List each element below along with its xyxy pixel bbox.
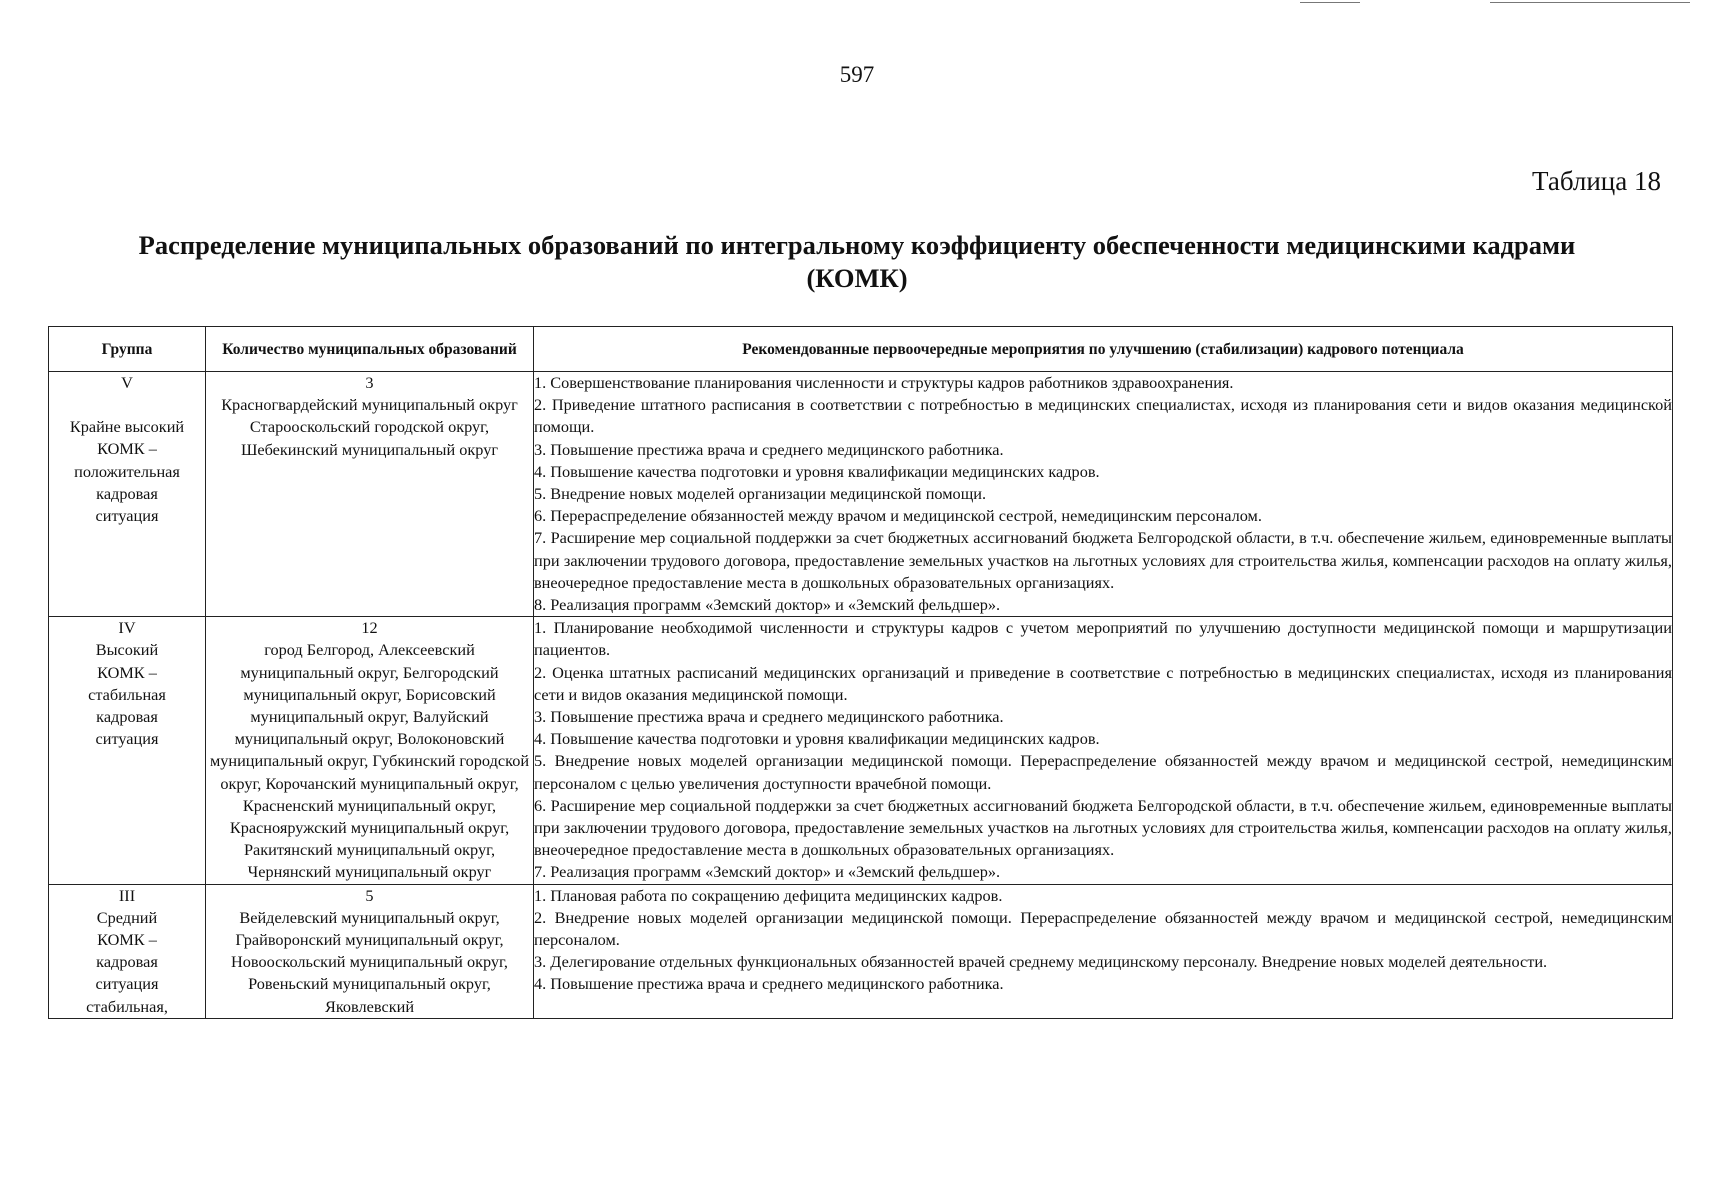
group-cell <box>49 884 206 1018</box>
measure-item: 7. Расширение мер социальной поддержки за счет бюджетных ассигнований бюджета Белгородской области, в т.ч. обеспечение жильем, единовременные выплаты при заключении трудового договора, предоставление земельных участков на льготных условиях для строительства жилья, компенсации расходов на оплату жилья, внеочередное предоставление места в дошкольных образовательных организациях. <box>534 528 1672 592</box>
measure-item: 6. Расширение мер социальной поддержки за счет бюджетных ассигнований бюджета Белгородской области, в т.ч. обеспечение жильем, единовременные выплаты при заключении трудового договора, предоставление земельных участков на льготных условиях для строительства жилья, компенсации расходов на оплату жилья, внеочередное предоставление места в дошкольных образовательных организациях. <box>534 795 1672 860</box>
distribution-table <box>48 326 1673 1019</box>
document-title-line-1: Распределение муниципальных образований по интегральному коэффициенту обеспеченности медицинскими кадрами <box>138 230 1576 260</box>
group-description-line: кадровая <box>96 707 158 727</box>
group-cell <box>49 617 206 884</box>
table-label: Таблица 18 <box>1532 166 1661 196</box>
document-title-line-2: (КОМК) <box>806 263 908 293</box>
group-description-line: ситуация <box>95 506 159 526</box>
group-numeral: IV <box>118 618 136 638</box>
measures-cell <box>534 372 1673 617</box>
measures-cell <box>534 617 1673 884</box>
measure-item: 3. Повышение престижа врача и среднего медицинского работника. <box>534 439 1004 459</box>
group-description-line: стабильная, <box>86 996 168 1016</box>
table-row <box>49 884 1673 1018</box>
group-numeral: III <box>118 885 136 905</box>
municipality-list: город Белгород, Алексеевский муниципальный округ, Белгородский муниципальный округ, Борисовский муниципальный округ, Валуйский муниципальный округ, Волоконовский муниципальный округ, Губкинский городской округ, Корочанский муниципальный округ, Красненский муниципальный округ, Краснояружский муниципальный округ, Ракитянский муниципальный округ, Чернянский муниципальный округ <box>209 640 530 882</box>
table-header-row <box>49 327 1673 372</box>
group-description-line: Средний <box>96 907 158 927</box>
measure-item: 4. Повышение качества подготовки и уровня квалификации медицинских кадров. <box>534 461 1100 481</box>
group-description-line: Высокий <box>95 640 159 660</box>
group-cell <box>49 372 206 617</box>
measure-item: 2. Внедрение новых моделей организации медицинской помощи. Перераспределение обязанностей между врачом и медицинской сестрой, немедицинским персоналом. <box>534 907 1672 950</box>
measure-item: 1. Совершенствование планирования численности и структуры кадров работников здравоохранения. <box>534 373 1234 392</box>
measure-item: 5. Внедрение новых моделей организации медицинской помощи. <box>534 484 987 504</box>
measure-item: 3. Повышение престижа врача и среднего медицинского работника. <box>534 707 1004 727</box>
group-description-line: положительная <box>74 461 180 481</box>
measures-cell <box>534 884 1673 1018</box>
group-description-line: кадровая <box>96 483 158 503</box>
municipality-count: 5 <box>365 885 374 905</box>
header-group: Группа <box>49 327 206 372</box>
municipality-count: 12 <box>361 618 378 638</box>
measure-item: 6. Перераспределение обязанностей между врачом и медицинской сестрой, немедицинским персоналом. <box>534 506 1262 526</box>
measure-item: 1. Планирование необходимой численности и структуры кадров с учетом мероприятий по улучшению доступности медицинской помощи и маршрутизации пациентов. <box>534 618 1672 660</box>
group-description-line: кадровая <box>96 952 158 972</box>
group-description-line: КОМК – <box>97 662 157 682</box>
table-row <box>49 617 1673 884</box>
group-description-line: ситуация <box>95 729 159 749</box>
measure-item: 5. Внедрение новых моделей организации медицинской помощи. Перераспределение обязанностей между врачом и медицинской сестрой, немедицинским персоналом с целью увеличения доступности врачебной помощи. <box>534 751 1672 793</box>
count-cell <box>206 372 534 617</box>
group-description-line: стабильная <box>88 684 166 704</box>
municipality-list: Красногвардейский муниципальный округ Старооскольский городской округ, Шебекинский муниципальный округ <box>221 395 518 459</box>
count-cell <box>206 617 534 884</box>
scan-artifact-line <box>1300 2 1360 3</box>
group-description-line: ситуация <box>95 974 159 994</box>
municipality-count: 3 <box>365 373 374 392</box>
measure-item: 8. Реализация программ «Земский доктор» и «Земский фельдшер». <box>534 595 1001 615</box>
scan-artifact-line <box>1490 2 1690 3</box>
header-measures: Рекомендованные первоочередные мероприятия по улучшению (стабилизации) кадрового потенциала <box>534 327 1673 372</box>
measure-item: 2. Оценка штатных расписаний медицинских организаций и приведение в соответствие с потребностью в медицинских специалистах, исходя из планирования сети и видов оказания медицинской помощи. <box>534 662 1672 704</box>
group-description-line: КОМК – <box>97 930 157 950</box>
measure-item: 4. Повышение качества подготовки и уровня квалификации медицинских кадров. <box>534 729 1100 749</box>
page-number: 597 <box>839 62 875 87</box>
count-cell <box>206 884 534 1018</box>
header-count: Количество муниципальных образований <box>206 327 534 372</box>
municipality-list: Вейделевский муниципальный округ, Грайворонский муниципальный округ, Новооскольский муниципальный округ, Ровеньский муниципальный округ, Яковлевский <box>231 907 508 1016</box>
group-numeral: V <box>121 373 133 392</box>
document-title <box>70 229 1644 295</box>
table-row <box>49 372 1673 617</box>
measure-item: 7. Реализация программ «Земский доктор» и «Земский фельдшер». <box>534 862 1001 882</box>
measure-item: 4. Повышение престижа врача и среднего медицинского работника. <box>534 974 1004 994</box>
measure-item: 3. Делегирование отдельных функциональных обязанностей врачей среднему медицинскому персоналу. Внедрение новых моделей деятельности. <box>534 952 1548 972</box>
group-description-line: КОМК – <box>97 439 157 459</box>
measure-item: 1. Плановая работа по сокращению дефицита медицинских кадров. <box>534 885 1003 905</box>
group-description-line: Крайне высокий <box>69 417 185 437</box>
measure-item: 2. Приведение штатного расписания в соответствии с потребностью в медицинских специалистах, исходя из планирования сети и видов оказания медицинской помощи. <box>534 395 1672 437</box>
